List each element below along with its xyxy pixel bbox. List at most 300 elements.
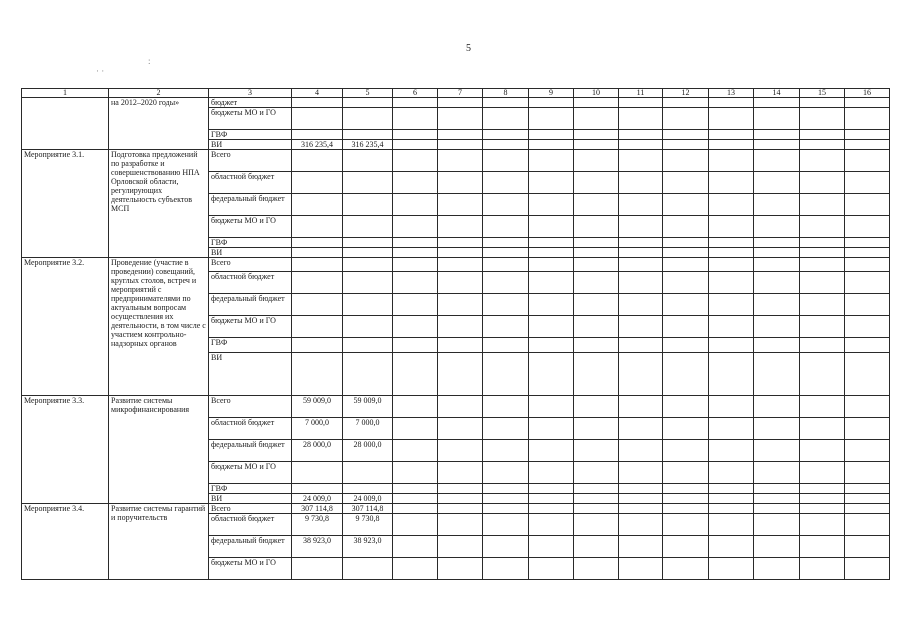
empty-cell xyxy=(845,338,890,353)
empty-cell xyxy=(754,272,800,294)
funding-source: областной бюджет xyxy=(209,418,292,440)
empty-cell xyxy=(619,140,663,150)
funding-source: федеральный бюджет xyxy=(209,294,292,316)
activity-name: Развитие системы микрофинансирования xyxy=(109,396,209,504)
empty-cell xyxy=(845,494,890,504)
empty-cell xyxy=(845,514,890,536)
empty-cell xyxy=(483,440,529,462)
empty-cell xyxy=(483,258,529,272)
empty-cell xyxy=(754,98,800,108)
empty-cell xyxy=(393,504,438,514)
activity-name: на 2012–2020 годы» xyxy=(109,98,209,150)
scan-artifact: : xyxy=(148,56,151,66)
empty-cell xyxy=(619,216,663,238)
empty-cell xyxy=(574,484,619,494)
empty-cell xyxy=(574,216,619,238)
empty-cell xyxy=(483,338,529,353)
empty-cell xyxy=(438,130,483,140)
empty-cell xyxy=(663,272,709,294)
column-number-header: 6 xyxy=(393,89,438,98)
empty-cell xyxy=(574,514,619,536)
funding-source: бюджеты МО и ГО xyxy=(209,316,292,338)
empty-cell xyxy=(393,258,438,272)
empty-cell xyxy=(709,316,754,338)
empty-cell xyxy=(529,194,574,216)
empty-cell xyxy=(754,353,800,396)
empty-cell xyxy=(529,150,574,172)
empty-cell xyxy=(619,536,663,558)
empty-cell xyxy=(800,338,845,353)
empty-cell xyxy=(754,238,800,248)
funding-source: Всего xyxy=(209,258,292,272)
empty-cell xyxy=(845,130,890,140)
empty-cell xyxy=(438,504,483,514)
empty-cell xyxy=(800,316,845,338)
empty-cell xyxy=(845,238,890,248)
empty-cell xyxy=(800,396,845,418)
empty-cell xyxy=(619,98,663,108)
amount-cell xyxy=(343,194,393,216)
amount-cell xyxy=(292,294,343,316)
empty-cell xyxy=(800,108,845,130)
activity-name: Проведение (участие в проведении) совещаний, круглых столов, встреч и мероприятий с предпринимателями по актуальным вопросам осуществления их деятельности, в том числе с участием контрольно-надзорных органов xyxy=(109,258,209,396)
funding-source: Всего xyxy=(209,396,292,418)
amount-cell xyxy=(343,108,393,130)
empty-cell xyxy=(709,440,754,462)
empty-cell xyxy=(393,194,438,216)
empty-cell xyxy=(529,108,574,130)
empty-cell xyxy=(754,140,800,150)
funding-source: областной бюджет xyxy=(209,272,292,294)
empty-cell xyxy=(663,248,709,258)
empty-cell xyxy=(709,272,754,294)
empty-cell xyxy=(574,316,619,338)
empty-cell xyxy=(438,462,483,484)
empty-cell xyxy=(438,258,483,272)
empty-cell xyxy=(529,462,574,484)
empty-cell xyxy=(529,558,574,580)
empty-cell xyxy=(663,462,709,484)
empty-cell xyxy=(619,238,663,248)
empty-cell xyxy=(663,172,709,194)
page-number: 5 xyxy=(466,43,471,54)
amount-cell xyxy=(292,338,343,353)
empty-cell xyxy=(438,418,483,440)
amount-cell xyxy=(343,316,393,338)
amount-cell xyxy=(292,98,343,108)
empty-cell xyxy=(754,316,800,338)
empty-cell xyxy=(800,272,845,294)
empty-cell xyxy=(574,258,619,272)
column-number-header: 8 xyxy=(483,89,529,98)
amount-cell xyxy=(343,272,393,294)
empty-cell xyxy=(845,558,890,580)
empty-cell xyxy=(574,462,619,484)
table-row xyxy=(22,396,890,418)
empty-cell xyxy=(393,238,438,248)
column-number-header: 12 xyxy=(663,89,709,98)
empty-cell xyxy=(754,216,800,238)
empty-cell xyxy=(800,194,845,216)
amount-cell xyxy=(343,338,393,353)
amount-cell: 7 000,0 xyxy=(292,418,343,440)
empty-cell xyxy=(574,272,619,294)
empty-cell xyxy=(709,194,754,216)
empty-cell xyxy=(483,216,529,238)
empty-cell xyxy=(529,294,574,316)
empty-cell xyxy=(619,150,663,172)
column-number-header: 4 xyxy=(292,89,343,98)
amount-cell xyxy=(343,130,393,140)
empty-cell xyxy=(800,216,845,238)
empty-cell xyxy=(529,353,574,396)
table-row xyxy=(22,504,890,514)
empty-cell xyxy=(619,396,663,418)
empty-cell xyxy=(709,514,754,536)
empty-cell xyxy=(619,418,663,440)
empty-cell xyxy=(754,108,800,130)
empty-cell xyxy=(709,504,754,514)
amount-cell: 24 009,0 xyxy=(343,494,393,504)
empty-cell xyxy=(619,484,663,494)
empty-cell xyxy=(663,316,709,338)
empty-cell xyxy=(483,418,529,440)
empty-cell xyxy=(754,150,800,172)
funding-source: ГВФ xyxy=(209,338,292,353)
empty-cell xyxy=(845,294,890,316)
empty-cell xyxy=(529,216,574,238)
empty-cell xyxy=(663,216,709,238)
amount-cell: 24 009,0 xyxy=(292,494,343,504)
amount-cell xyxy=(343,248,393,258)
empty-cell xyxy=(438,338,483,353)
empty-cell xyxy=(529,396,574,418)
amount-cell: 9 730,8 xyxy=(343,514,393,536)
empty-cell xyxy=(529,130,574,140)
empty-cell xyxy=(393,130,438,140)
table-body xyxy=(22,98,890,580)
empty-cell xyxy=(709,294,754,316)
amount-cell xyxy=(343,353,393,396)
activity-label: Мероприятие 3.2. xyxy=(22,258,109,396)
empty-cell xyxy=(619,338,663,353)
empty-cell xyxy=(663,108,709,130)
funding-source: ВИ xyxy=(209,140,292,150)
empty-cell xyxy=(619,440,663,462)
empty-cell xyxy=(663,98,709,108)
empty-cell xyxy=(574,98,619,108)
amount-cell: 307 114,8 xyxy=(292,504,343,514)
empty-cell xyxy=(754,294,800,316)
empty-cell xyxy=(663,418,709,440)
empty-cell xyxy=(393,216,438,238)
amount-cell xyxy=(292,258,343,272)
empty-cell xyxy=(845,98,890,108)
empty-cell xyxy=(483,140,529,150)
empty-cell xyxy=(800,130,845,140)
empty-cell xyxy=(663,494,709,504)
amount-cell: 7 000,0 xyxy=(343,418,393,440)
empty-cell xyxy=(529,536,574,558)
column-number-header: 10 xyxy=(574,89,619,98)
empty-cell xyxy=(483,494,529,504)
funding-source: бюджеты МО и ГО xyxy=(209,558,292,580)
activity-name: Подготовка предложений по разработке и совершенствованию НПА Орловской области, регулирующих деятельность субъектов МСП xyxy=(109,150,209,258)
empty-cell xyxy=(529,98,574,108)
empty-cell xyxy=(483,514,529,536)
empty-cell xyxy=(800,462,845,484)
empty-cell xyxy=(529,316,574,338)
empty-cell xyxy=(845,150,890,172)
empty-cell xyxy=(483,294,529,316)
empty-cell xyxy=(709,98,754,108)
empty-cell xyxy=(574,294,619,316)
empty-cell xyxy=(800,150,845,172)
empty-cell xyxy=(529,140,574,150)
empty-cell xyxy=(800,514,845,536)
empty-cell xyxy=(574,130,619,140)
empty-cell xyxy=(619,514,663,536)
empty-cell xyxy=(393,272,438,294)
empty-cell xyxy=(574,108,619,130)
empty-cell xyxy=(574,172,619,194)
empty-cell xyxy=(438,353,483,396)
table-row xyxy=(22,98,890,108)
column-number-header: 2 xyxy=(109,89,209,98)
empty-cell xyxy=(438,272,483,294)
amount-cell xyxy=(343,462,393,484)
empty-cell xyxy=(800,418,845,440)
empty-cell xyxy=(529,418,574,440)
empty-cell xyxy=(393,150,438,172)
empty-cell xyxy=(483,504,529,514)
empty-cell xyxy=(845,194,890,216)
amount-cell xyxy=(292,130,343,140)
empty-cell xyxy=(483,98,529,108)
empty-cell xyxy=(845,316,890,338)
empty-cell xyxy=(754,172,800,194)
empty-cell xyxy=(754,258,800,272)
empty-cell xyxy=(845,248,890,258)
empty-cell xyxy=(619,353,663,396)
empty-cell xyxy=(529,258,574,272)
empty-cell xyxy=(438,248,483,258)
amount-cell xyxy=(343,216,393,238)
table-row xyxy=(22,150,890,172)
empty-cell xyxy=(529,494,574,504)
amount-cell xyxy=(292,216,343,238)
empty-cell xyxy=(709,108,754,130)
amount-cell xyxy=(292,108,343,130)
amount-cell: 9 730,8 xyxy=(292,514,343,536)
empty-cell xyxy=(800,98,845,108)
amount-cell: 38 923,0 xyxy=(292,536,343,558)
empty-cell xyxy=(754,536,800,558)
empty-cell xyxy=(845,504,890,514)
amount-cell xyxy=(292,484,343,494)
empty-cell xyxy=(709,258,754,272)
empty-cell xyxy=(574,494,619,504)
empty-cell xyxy=(800,140,845,150)
empty-cell xyxy=(845,418,890,440)
empty-cell xyxy=(709,396,754,418)
empty-cell xyxy=(663,514,709,536)
amount-cell xyxy=(292,150,343,172)
empty-cell xyxy=(574,238,619,248)
activity-label: Мероприятие 3.3. xyxy=(22,396,109,504)
empty-cell xyxy=(709,462,754,484)
empty-cell xyxy=(845,396,890,418)
empty-cell xyxy=(483,248,529,258)
empty-cell xyxy=(709,353,754,396)
empty-cell xyxy=(754,504,800,514)
funding-source: федеральный бюджет xyxy=(209,440,292,462)
column-number-header: 16 xyxy=(845,89,890,98)
empty-cell xyxy=(483,238,529,248)
funding-source: Всего xyxy=(209,150,292,172)
empty-cell xyxy=(800,248,845,258)
empty-cell xyxy=(709,494,754,504)
empty-cell xyxy=(438,536,483,558)
amount-cell: 28 000,0 xyxy=(292,440,343,462)
empty-cell xyxy=(574,353,619,396)
empty-cell xyxy=(393,536,438,558)
empty-cell xyxy=(393,558,438,580)
empty-cell xyxy=(574,396,619,418)
amount-cell xyxy=(292,316,343,338)
amount-cell xyxy=(292,272,343,294)
empty-cell xyxy=(754,494,800,504)
amount-cell: 59 009,0 xyxy=(343,396,393,418)
empty-cell xyxy=(393,338,438,353)
funding-source: бюджет xyxy=(209,98,292,108)
empty-cell xyxy=(800,494,845,504)
empty-cell xyxy=(619,108,663,130)
empty-cell xyxy=(438,172,483,194)
funding-source: бюджеты МО и ГО xyxy=(209,216,292,238)
amount-cell xyxy=(343,294,393,316)
empty-cell xyxy=(709,216,754,238)
empty-cell xyxy=(393,172,438,194)
column-number-header: 7 xyxy=(438,89,483,98)
empty-cell xyxy=(393,494,438,504)
empty-cell xyxy=(800,536,845,558)
amount-cell: 59 009,0 xyxy=(292,396,343,418)
funding-source: областной бюджет xyxy=(209,514,292,536)
empty-cell xyxy=(483,130,529,140)
empty-cell xyxy=(619,258,663,272)
column-number-header: 3 xyxy=(209,89,292,98)
empty-cell xyxy=(663,130,709,140)
empty-cell xyxy=(845,440,890,462)
empty-cell xyxy=(800,504,845,514)
empty-cell xyxy=(574,194,619,216)
empty-cell xyxy=(483,396,529,418)
funding-source: бюджеты МО и ГО xyxy=(209,462,292,484)
funding-source: бюджеты МО и ГО xyxy=(209,108,292,130)
empty-cell xyxy=(845,140,890,150)
empty-cell xyxy=(754,440,800,462)
empty-cell xyxy=(438,484,483,494)
empty-cell xyxy=(438,194,483,216)
empty-cell xyxy=(438,238,483,248)
empty-cell xyxy=(663,396,709,418)
column-number-header: 1 xyxy=(22,89,109,98)
empty-cell xyxy=(393,108,438,130)
empty-cell xyxy=(393,294,438,316)
funding-source: ГВФ xyxy=(209,130,292,140)
empty-cell xyxy=(663,338,709,353)
empty-cell xyxy=(754,558,800,580)
empty-cell xyxy=(529,238,574,248)
empty-cell xyxy=(845,484,890,494)
empty-cell xyxy=(438,108,483,130)
empty-cell xyxy=(574,558,619,580)
empty-cell xyxy=(709,338,754,353)
empty-cell xyxy=(438,216,483,238)
empty-cell xyxy=(438,150,483,172)
empty-cell xyxy=(754,194,800,216)
empty-cell xyxy=(663,536,709,558)
empty-cell xyxy=(663,294,709,316)
empty-cell xyxy=(754,338,800,353)
empty-cell xyxy=(529,514,574,536)
empty-cell xyxy=(663,194,709,216)
empty-cell xyxy=(529,504,574,514)
empty-cell xyxy=(663,504,709,514)
empty-cell xyxy=(393,248,438,258)
empty-cell xyxy=(754,130,800,140)
empty-cell xyxy=(574,440,619,462)
empty-cell xyxy=(800,172,845,194)
empty-cell xyxy=(438,514,483,536)
amount-cell: 28 000,0 xyxy=(343,440,393,462)
empty-cell xyxy=(845,536,890,558)
empty-cell xyxy=(709,484,754,494)
empty-cell xyxy=(393,440,438,462)
empty-cell xyxy=(754,248,800,258)
funding-source: Всего xyxy=(209,504,292,514)
amount-cell xyxy=(292,172,343,194)
empty-cell xyxy=(845,216,890,238)
activity-label: Мероприятие 3.1. xyxy=(22,150,109,258)
empty-cell xyxy=(574,418,619,440)
empty-cell xyxy=(709,150,754,172)
column-number-header: 11 xyxy=(619,89,663,98)
empty-cell xyxy=(529,338,574,353)
empty-cell xyxy=(709,418,754,440)
empty-cell xyxy=(619,504,663,514)
empty-cell xyxy=(619,558,663,580)
empty-cell xyxy=(754,514,800,536)
empty-cell xyxy=(393,396,438,418)
scan-artifact: · · xyxy=(96,66,105,76)
activity-label xyxy=(22,98,109,150)
empty-cell xyxy=(663,140,709,150)
empty-cell xyxy=(800,558,845,580)
empty-cell xyxy=(438,316,483,338)
funding-source: ВИ xyxy=(209,353,292,396)
column-number-header: 13 xyxy=(709,89,754,98)
amount-cell xyxy=(292,238,343,248)
empty-cell xyxy=(800,294,845,316)
empty-cell xyxy=(393,462,438,484)
empty-cell xyxy=(754,396,800,418)
amount-cell xyxy=(292,462,343,484)
empty-cell xyxy=(529,440,574,462)
funding-source: ВИ xyxy=(209,494,292,504)
amount-cell xyxy=(343,150,393,172)
